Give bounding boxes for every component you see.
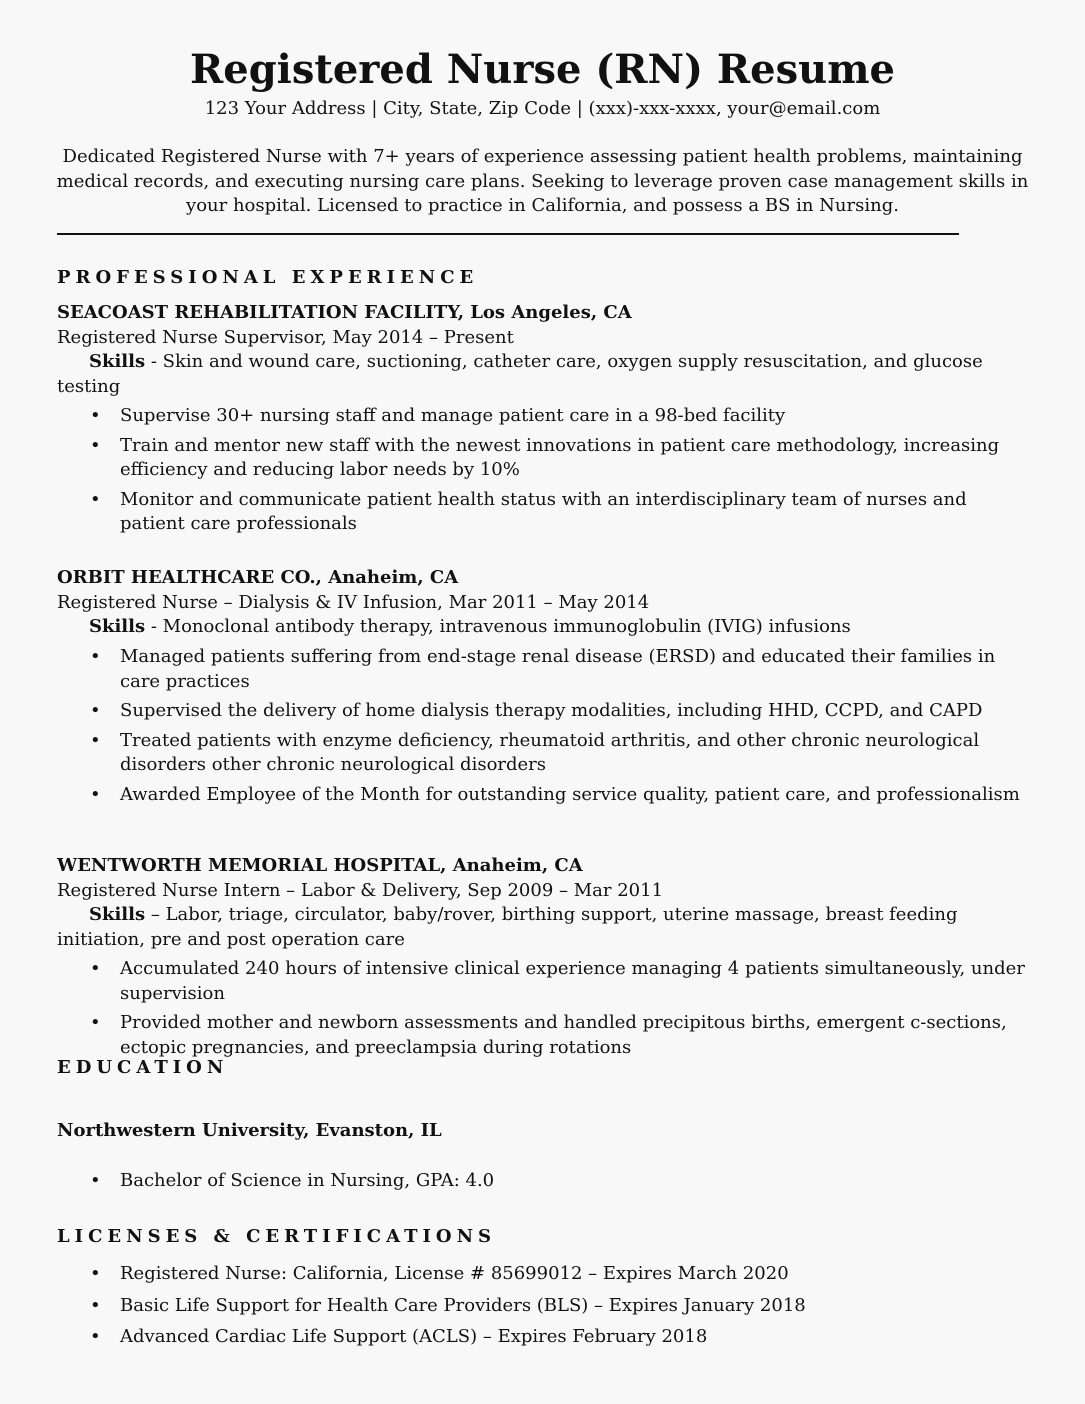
list-item: • Monitor and communicate patient health status with an interdisciplinary team of nurses and patient care professionals bbox=[90, 488, 967, 534]
summary-paragraph: Dedicated Registered Nurse with 7+ years of experience assessing patient health problems, maintaining medical records, and executing nursing care plans. Seeking to leverage proven case management skills in your hospital. Licensed to practice in California, and possess a BS in Nursing. bbox=[56, 146, 1029, 216]
contact-line: 123 Your Address | City, State, Zip Code | (xxx)-xxx-xxxx, your@email.com bbox=[204, 98, 881, 119]
job-company: SEACOAST REHABILITATION FACILITY, Los Angeles, CA bbox=[57, 302, 632, 323]
bullet-icon: • bbox=[90, 783, 101, 805]
bullet-icon: • bbox=[90, 1326, 101, 1347]
skills-label: Skills bbox=[89, 616, 146, 637]
list-item: • Managed patients suffering from end-stage renal disease (ERSD) and educated their families in care practices bbox=[90, 646, 996, 692]
list-item: • Registered Nurse: California, License # 85699012 – Expires March 2020 bbox=[57, 1262, 1032, 1287]
bullet-icon: • bbox=[90, 488, 101, 510]
job-skills bbox=[57, 350, 1017, 399]
list-item: • Treated patients with enzyme deficiency, rheumatoid arthritis, and other chronic neurological disorders other chronic neurological disorders bbox=[90, 729, 980, 775]
education-school: Northwestern University, Evanston, IL bbox=[57, 1120, 442, 1141]
bullet-icon: • bbox=[90, 1263, 101, 1284]
resume-title: Registered Nurse (RN) Resume bbox=[190, 46, 895, 93]
skills-text: - Skin and wound care, suctioning, catheter care, oxygen supply resuscitation, and glucose testing bbox=[57, 351, 983, 397]
job-company: ORBIT HEALTHCARE CO., Anaheim, CA bbox=[57, 567, 459, 588]
list-item: • Awarded Employee of the Month for outstanding service quality, patient care, and professionalism bbox=[57, 783, 1032, 808]
bullet-icon: • bbox=[90, 700, 101, 721]
list-item: • Provided mother and newborn assessments and handled precipitous births, emergent c-sections, ectopic pregnancies, and preeclampsia during rotations bbox=[90, 1012, 1007, 1058]
section-heading-education: EDUCATION bbox=[57, 1057, 229, 1078]
section-heading-licenses: LICENSES & CERTIFICATIONS bbox=[57, 1226, 497, 1247]
job-skills bbox=[57, 903, 1017, 952]
bullet-icon: • bbox=[90, 1294, 101, 1316]
header-divider bbox=[57, 233, 959, 235]
bullet-icon: • bbox=[90, 405, 101, 426]
job-bullet-list bbox=[57, 957, 1032, 1060]
section-heading-experience: PROFESSIONAL EXPERIENCE bbox=[57, 267, 479, 288]
bullet-icon: • bbox=[90, 646, 101, 667]
bullet-icon: • bbox=[90, 1012, 101, 1033]
skills-label: Skills bbox=[89, 904, 146, 925]
list-item: • Train and mentor new staff with the newest innovations in patient care methodology, increasing efficiency and reducing labor needs by 10% bbox=[90, 434, 1000, 480]
job-role: Registered Nurse Supervisor, May 2014 – Present bbox=[57, 327, 514, 348]
bullet-icon: • bbox=[90, 958, 101, 979]
list-item: • Advanced Cardiac Life Support (ACLS) – Expires February 2018 bbox=[57, 1325, 1032, 1350]
skills-text: – Labor, triage, circulator, baby/rover, birthing support, uterine massage, breast feeding initiation, pre and post operation care bbox=[57, 904, 958, 950]
job-role: Registered Nurse – Dialysis & IV Infusion, Mar 2011 – May 2014 bbox=[57, 592, 650, 613]
bullet-icon: • bbox=[90, 729, 101, 751]
job-company: WENTWORTH MEMORIAL HOSPITAL, Anaheim, CA bbox=[57, 855, 583, 876]
list-item: • Bachelor of Science in Nursing, GPA: 4.0 bbox=[57, 1169, 1032, 1194]
list-item: • Supervise 30+ nursing staff and manage patient care in a 98-bed facility bbox=[57, 404, 1032, 429]
job-bullet-list bbox=[57, 404, 1032, 537]
list-item: • Accumulated 240 hours of intensive clinical experience managing 4 patients simultaneously, under supervision bbox=[90, 958, 1025, 1004]
licenses-bullet-list bbox=[57, 1262, 1032, 1350]
list-item: • Supervised the delivery of home dialysis therapy modalities, including HHD, CCPD, and CAPD bbox=[57, 699, 1032, 724]
list-item: • Basic Life Support for Health Care Providers (BLS) – Expires January 2018 bbox=[57, 1294, 1032, 1319]
bullet-icon: • bbox=[90, 1170, 101, 1191]
skills-label: Skills bbox=[89, 351, 146, 372]
skills-text: - Monoclonal antibody therapy, intravenous immunoglobulin (IVIG) infusions bbox=[145, 616, 851, 637]
job-skills bbox=[57, 615, 1017, 640]
education-bullet-list bbox=[57, 1169, 1032, 1194]
job-bullet-list bbox=[57, 645, 1032, 807]
bullet-icon: • bbox=[90, 434, 101, 456]
job-role: Registered Nurse Intern – Labor & Delivery, Sep 2009 – Mar 2011 bbox=[57, 880, 664, 901]
